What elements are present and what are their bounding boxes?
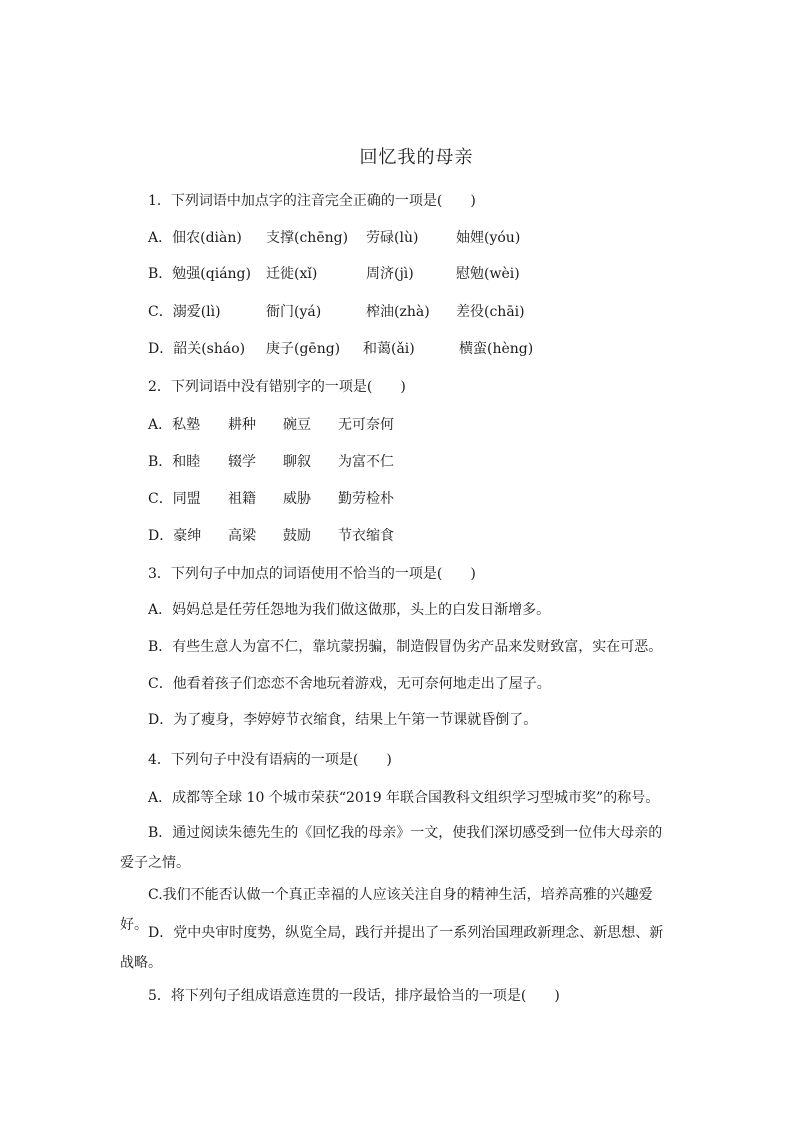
q2-stem: 2．下列词语中没有错别字的一项是( ): [148, 379, 406, 395]
q2-option-b: [148, 453, 448, 471]
q1-b-3: 周济(jì): [366, 266, 414, 282]
q1-a-3: 劳碌(lù): [366, 230, 419, 246]
q1-option-b: [148, 265, 568, 283]
q2-a-3: 碗豆: [283, 417, 311, 433]
q1-d-3: 和蔼(ǎi): [363, 341, 415, 357]
q1-c-1: C．溺爱(lì): [148, 304, 221, 320]
q1-a-4: 妯娌(yóu): [456, 230, 521, 246]
q1-option-c: [148, 303, 568, 321]
q3-option-d: D．为了瘦身，李婷婷节衣缩食，结果上午第一节课就昏倒了。: [148, 712, 538, 728]
q3-stem: 3．下列句子中加点的词语使用不恰当的一项是( ): [148, 566, 476, 582]
q2-option-c: [148, 490, 448, 508]
q2-b-4: 为富不仁: [338, 454, 394, 470]
q2-a-1: A．私塾: [148, 417, 201, 433]
q2-d-3: 鼓励: [283, 528, 311, 544]
q2-d-2: 高梁: [228, 528, 256, 544]
q2-d-1: D．豪绅: [148, 528, 202, 544]
q2-b-1: B．和睦: [148, 454, 201, 470]
q1-a-2: 支撑(chēng): [266, 230, 349, 246]
q4-option-b-text: B．通过阅读朱德先生的《回忆我的母亲》一文，使我们深切感受到一位伟大母亲的爱子之情。: [120, 825, 663, 871]
q2-c-3: 威胁: [283, 491, 311, 507]
q2-d-4: 节衣缩食: [338, 528, 394, 544]
q3-option-b: B．有些生意人为富不仁，靠坑蒙拐骗，制造假冒伪劣产品来发财致富，实在可恶。: [148, 639, 663, 655]
page-title: 回忆我的母亲: [359, 147, 474, 168]
q2-a-4: 无可奈何: [338, 417, 394, 433]
q4-stem: 4．下列句子中没有语病的一项是( ): [148, 752, 392, 768]
q5-stem: 5．将下列句子组成语意连贯的一段话，排序最恰当的一项是( ): [148, 988, 560, 1004]
q1-d-4: 横蛮(hèng): [459, 341, 534, 357]
q3-option-c: C．他看着孩子们恋恋不舍地玩着游戏，无可奈何地走出了屋子。: [148, 676, 551, 692]
q2-c-2: 祖籍: [228, 491, 256, 507]
q1-d-2: 庚子(gēng): [266, 341, 341, 357]
q1-a-1: A．佃农(diàn): [148, 230, 242, 246]
q2-c-1: C．同盟: [148, 491, 201, 507]
q1-b-4: 慰勉(wèi): [456, 266, 520, 282]
q4-option-d-text: D．党中央审时度势，纵览全局，践行并提出了一系列治国理政新理念、新思想、新战略。: [120, 925, 664, 971]
q1-b-2: 迁徙(xǐ): [266, 266, 318, 282]
q4-option-a: A．成都等全球 10 个城市荣获“2019 年联合国教科文组织学习型城市奖”的称号。: [148, 790, 660, 806]
q2-option-a: [148, 416, 448, 434]
q1-c-2: 衙门(yá): [266, 304, 322, 320]
q2-b-3: 聊叙: [283, 454, 311, 470]
q1-c-3: 榨油(zhà): [366, 304, 430, 320]
q1-option-a: [148, 229, 568, 247]
q3-option-a: A．妈妈总是任劳任怨地为我们做这做那，头上的白发日渐增多。: [148, 602, 551, 618]
q1-c-4: 差役(chāi): [456, 304, 525, 320]
q1-d-1: D．韶关(sháo): [148, 341, 246, 357]
q1-option-d: [148, 340, 568, 358]
q1-b-1: B．勉强(qiáng): [148, 266, 251, 282]
q1-stem: 1．下列词语中加点字的注音完全正确的一项是( ): [148, 193, 476, 209]
q2-c-4: 勤劳检朴: [338, 491, 394, 507]
q2-a-2: 耕种: [228, 417, 256, 433]
q4-option-c-text: C.我们不能否认做一个真正幸福的人应该关注自身的精神生活，培养高雅的兴趣爱好。: [120, 887, 653, 933]
q4-option-b: [120, 818, 675, 878]
q4-option-d: [120, 918, 675, 978]
q2-option-d: [148, 527, 448, 545]
q2-b-2: 辍学: [228, 454, 256, 470]
